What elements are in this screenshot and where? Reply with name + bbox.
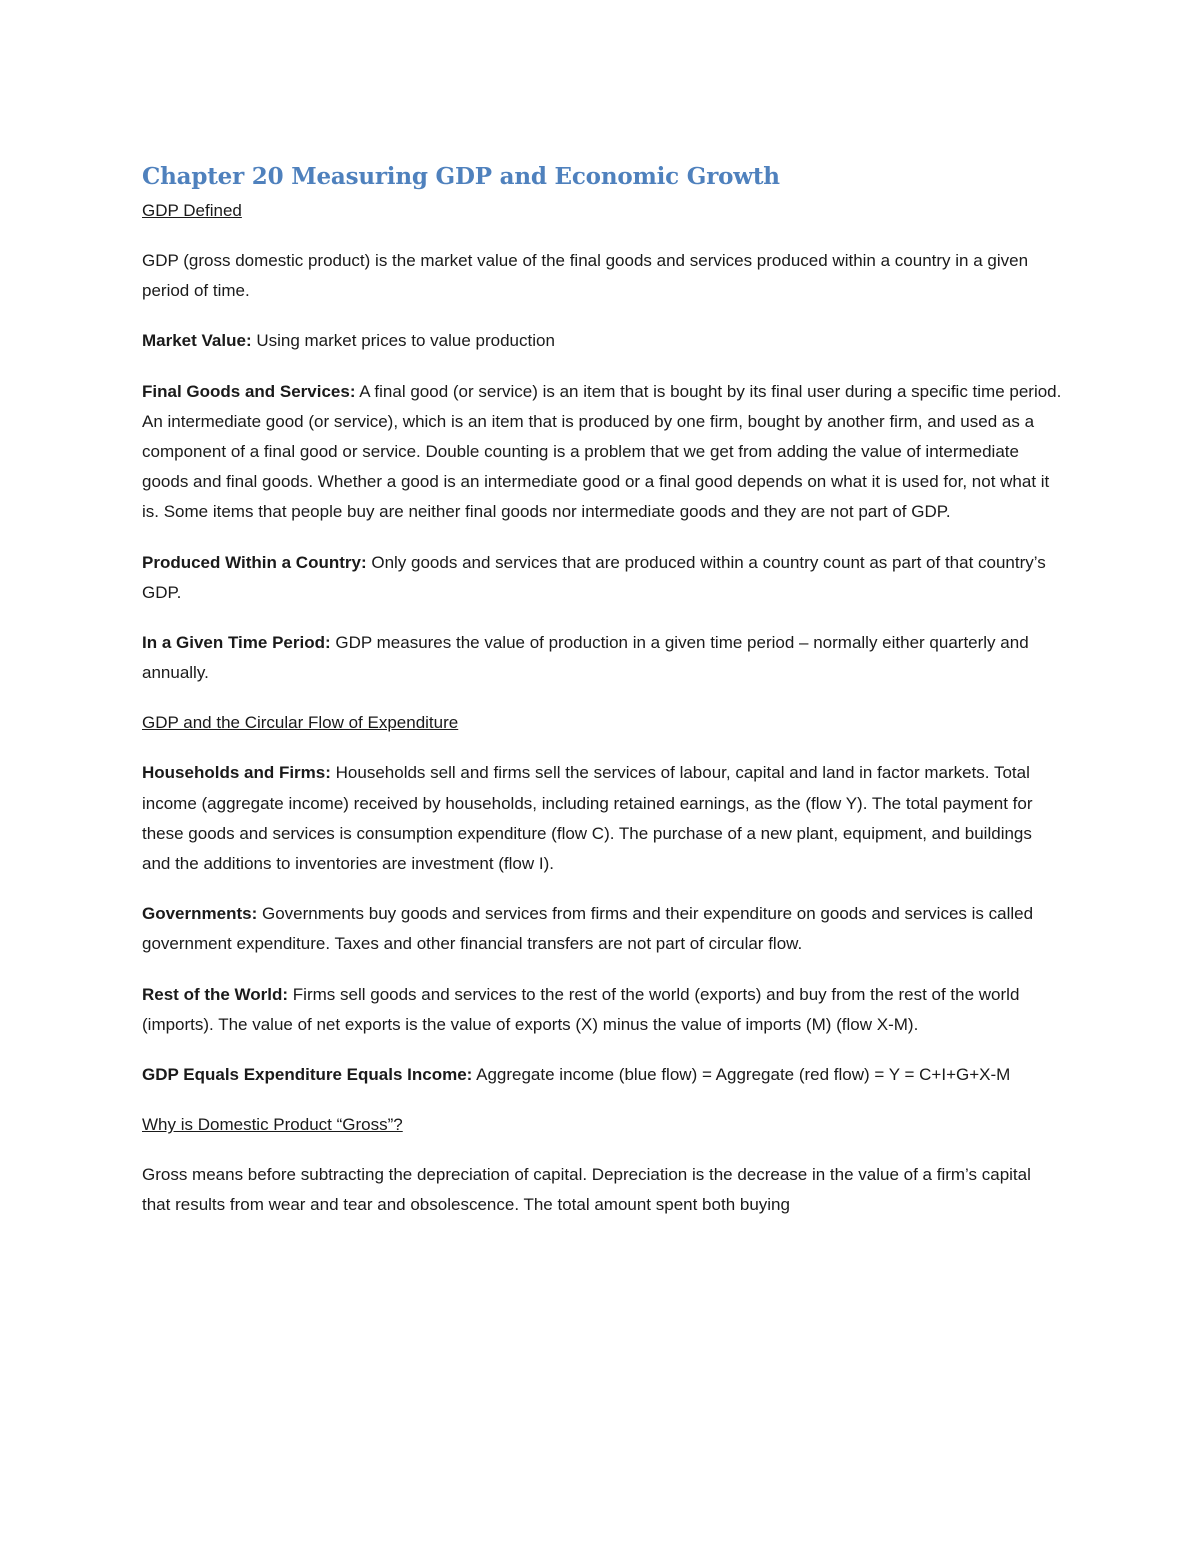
term-text: Aggregate income (blue flow) = Aggregate (red flow) = Y = C+I+G+X-M bbox=[472, 1065, 1011, 1085]
spacer bbox=[142, 528, 1062, 548]
term-label: Rest of the World: bbox=[142, 984, 289, 1004]
paragraph-gdp-definition: GDP (gross domestic product) is the market value of the final goods and services produced within a country in a given period of time. bbox=[142, 251, 1029, 301]
paragraph-rest-of-world bbox=[142, 980, 1062, 1040]
term-label: GDP Equals Expenditure Equals Income: bbox=[142, 1065, 473, 1085]
document-body bbox=[142, 160, 1062, 1221]
term-label: Governments: bbox=[142, 904, 258, 924]
section-heading-gdp-defined: GDP Defined bbox=[142, 201, 242, 220]
term-text: Using market prices to value production bbox=[251, 331, 555, 351]
spacer bbox=[142, 357, 1062, 377]
spacer bbox=[142, 960, 1062, 980]
term-label: Market Value: bbox=[142, 331, 252, 351]
term-text: Households sell and firms sell the services of labour, capital and land in factor markets. Total income (aggregate income) received by households, including retained earnings, as the (flow Y). The total payment for these goods and services is consumption expenditure (flow C). The purchase of a new plant, equipment, and buildings and the additions to inventories are investment (flow I). bbox=[142, 763, 1033, 874]
term-text: Governments buy goods and services from firms and their expenditure on goods and services is called government expenditure. Taxes and other financial transfers are not part of circular flow. bbox=[142, 904, 1034, 954]
term-label: Produced Within a Country: bbox=[142, 552, 367, 572]
section-heading-circular-flow: GDP and the Circular Flow of Expenditure bbox=[142, 713, 459, 733]
spacer bbox=[142, 1040, 1062, 1060]
paragraph-governments bbox=[142, 899, 1062, 959]
term-text: GDP measures the value of production in a given time period – normally either quarterly and annually. bbox=[142, 633, 1029, 683]
term-label: Households and Firms: bbox=[142, 763, 331, 783]
section-heading-gross: Why is Domestic Product “Gross”? bbox=[142, 1115, 403, 1135]
spacer bbox=[142, 608, 1062, 628]
term-text: A final good (or service) is an item that is bought by its final user during a specific time period. An intermediate good (or service), which is an item that is produced by one firm, bought by another firm, and used as a component of a final good or service. Double counting is a problem that we get from adding the value of intermediate goods and final goods. Whether a good is an intermediate good or a final good depends on what it is used for, not what it is. Some items that people buy are neither final goods nor intermediate goods and they are not part of GDP. bbox=[142, 381, 1062, 522]
paragraph-market-value bbox=[142, 326, 1062, 356]
chapter-title: Chapter 20 Measuring GDP and Economic Growth bbox=[142, 163, 780, 190]
spacer bbox=[142, 738, 1062, 758]
paragraph-final-goods bbox=[142, 377, 1062, 528]
spacer bbox=[142, 1090, 1062, 1110]
term-text: Only goods and services that are produced within a country count as part of that country’s GDP. bbox=[142, 552, 1046, 602]
term-label: Final Goods and Services: bbox=[142, 381, 356, 401]
term-label: In a Given Time Period: bbox=[142, 633, 331, 653]
spacer bbox=[142, 226, 1062, 246]
spacer bbox=[142, 688, 1062, 708]
spacer bbox=[142, 1140, 1062, 1160]
paragraph-given-time bbox=[142, 628, 1062, 688]
paragraph-gdp-equals bbox=[142, 1060, 1062, 1090]
paragraph-households-firms bbox=[142, 758, 1062, 879]
paragraph-produced-within bbox=[142, 548, 1062, 608]
paragraph-gross: Gross means before subtracting the depreciation of capital. Depreciation is the decrease in the value of a firm’s capital that results from wear and tear and obsolescence. The total amount spent both buying bbox=[142, 1165, 1031, 1215]
spacer bbox=[142, 306, 1062, 326]
term-text: Firms sell goods and services to the rest of the world (exports) and buy from the rest of the world (imports). The value of net exports is the value of exports (X) minus the value of imports (M) (flow X-M). bbox=[142, 984, 1020, 1034]
spacer bbox=[142, 879, 1062, 899]
